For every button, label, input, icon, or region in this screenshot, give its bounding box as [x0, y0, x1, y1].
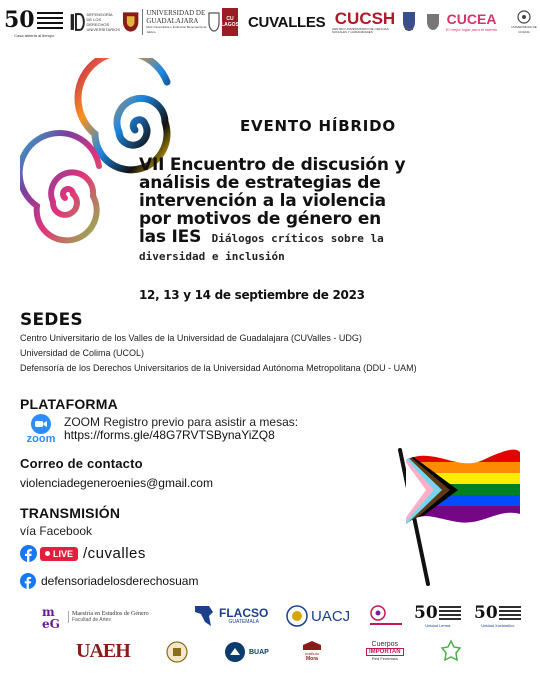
buap-seal-icon [224, 641, 246, 663]
uacj-logo [286, 604, 350, 628]
udg-line3: Red Universitaria e Institución Benemérita de Jalisco [146, 25, 207, 34]
flacso-text: FLACSO [219, 606, 269, 620]
cuerpos-line3: Red Feminista [371, 656, 398, 661]
buap-text: BUAP [249, 648, 269, 656]
meg-sub: Facultad de Artes [72, 617, 111, 623]
green-emblem-icon [440, 639, 462, 663]
title-line-3: intervención a la violencia [139, 191, 386, 211]
live-badge [40, 547, 78, 561]
plataforma-text [64, 416, 298, 442]
uam-lines-icon [498, 605, 522, 621]
contacto-heading: Correo de contacto [20, 456, 143, 471]
flacso-map-icon [193, 604, 217, 628]
facebook-handle-cuvalles: /cuvalles [83, 545, 146, 562]
cu-lagos-logo [208, 6, 244, 38]
colima-logo [510, 6, 538, 38]
event-title [139, 156, 405, 263]
uaeh-text: UAEH [76, 639, 130, 662]
uam-50-lerma-logo [414, 600, 462, 630]
ddu-line1: DEFENSORÍA [86, 12, 113, 17]
cuvalles-text: CUVALLES [248, 13, 326, 31]
small-crest-icon [402, 11, 416, 33]
defensoria-logo [70, 6, 120, 38]
uam-50-logo [4, 6, 66, 38]
flacso-sub: GUATEMALA [228, 619, 259, 625]
uam-lines-icon [35, 10, 65, 30]
plataforma-heading: PLATAFORMA [20, 396, 118, 412]
uacj-text: UACJ [311, 607, 351, 625]
udg-line1: UNIVERSIDAD DE [146, 9, 206, 17]
svg-text:eG: eG [42, 617, 60, 630]
sedes-heading: SEDES [20, 310, 83, 330]
uam-50-xochimilco-logo [474, 600, 522, 630]
ddu-line3: UNIVERSITARIOS [86, 27, 120, 32]
live-dot-icon [45, 551, 50, 556]
pride-flag-graphic [388, 438, 528, 588]
colima-text: UNIVERSIDAD DE COLIMA [511, 25, 537, 34]
cucea-logo [446, 6, 506, 38]
title-line-1: VII Encuentro de discusión y [139, 155, 406, 175]
title-line-4: por motivos de género en [139, 209, 382, 229]
ddu-line2: DE LOS DERECHOS [86, 17, 110, 27]
uam-50-xochimilco-caption: Unidad Xochimilco [481, 622, 515, 628]
udg-logo [122, 6, 214, 38]
uam-50-mark: 50 [4, 6, 35, 33]
uam-lines-icon [438, 605, 462, 621]
facebook-uam-row[interactable] [20, 573, 198, 589]
cucea-caption: El mejor lugar para el talento [446, 27, 498, 32]
colima-crest-icon [517, 9, 531, 25]
mora-line2: Mora [306, 655, 318, 662]
sede-item: Universidad de Colima (UCOL) [20, 348, 145, 358]
event-dates: 12, 13 y 14 de septiembre de 2023 [139, 288, 365, 302]
via-facebook: vía Facebook [20, 524, 93, 538]
transmision-heading: TRANSMISIÓN [20, 505, 121, 521]
mora-building-icon [302, 641, 322, 651]
zoom-icon [30, 414, 52, 434]
udg-line2: GUADALAJARA [146, 17, 199, 25]
zoom-registration-link[interactable]: https://forms.gle/48G7RVTSBynaYiZQ8 [64, 428, 275, 442]
facebook-live-row[interactable] [20, 545, 146, 562]
cuvalles-logo [248, 6, 328, 38]
buap-logo [224, 640, 269, 664]
floral-logo [366, 603, 406, 629]
subtitle-line2: diversidad e inclusión [139, 250, 285, 263]
facebook-icon [20, 545, 37, 562]
cucsh-text: CUCSH [334, 9, 396, 28]
small-crest-logo [402, 6, 422, 38]
flacso-logo [193, 603, 268, 629]
cuerpos-importan-logo [366, 636, 404, 666]
ddu-icon [70, 8, 85, 36]
crest-icon [208, 12, 220, 32]
cucsh-logo [332, 6, 398, 38]
uam-50-lerma-caption: Unidad Lerma [425, 622, 451, 628]
facebook-icon [20, 573, 36, 589]
seal-logo [166, 640, 188, 664]
uam-50-lerma-mark: 50 [414, 602, 438, 623]
subtitle-inline: Diálogos críticos sobre la [211, 232, 384, 245]
facebook-handle-uam: defensoriadelosderechosuam [41, 574, 199, 588]
green-emblem-logo [440, 638, 462, 664]
event-type: EVENTO HÍBRIDO [240, 117, 396, 135]
zoom-logo [22, 414, 60, 445]
title-line-2: análisis de estrategias de [139, 173, 381, 193]
uaeh-logo [76, 638, 130, 664]
udg-small-logo [426, 6, 444, 38]
cucea-text: CUCEA [446, 11, 497, 27]
zoom-registration-text: ZOOM Registro previo para asistir a mesas: [64, 415, 299, 429]
title-line-5: las IES [139, 227, 202, 247]
sedes-list [20, 333, 417, 373]
meg-icon [40, 604, 66, 630]
udg-shield-icon [122, 11, 139, 33]
sede-item: Centro Universitario de los Valles de la Universidad de Guadalajara (CUValles - UDG) [20, 333, 362, 343]
university-seal-icon [166, 641, 188, 663]
meg-text: Maestría en Estudios de Género [72, 611, 149, 617]
cuerpos-badge: IMPORTAN [366, 648, 404, 656]
cu-lagos-badge: CU LAGOS [222, 8, 238, 36]
sede-item: Defensoría de los Derechos Universitarios de la Universidad Autónoma Metropolitana (DDU - UAM) [20, 363, 417, 373]
mora-line1: Instituto [304, 650, 319, 656]
cuerpos-line1: Cuerpos [371, 641, 399, 648]
meg-logo [40, 603, 149, 631]
svg-text:m: m [42, 605, 55, 619]
live-badge-label: LIVE [53, 548, 74, 559]
zoom-label: zoom [26, 433, 56, 445]
uam-50-xochimilco-mark: 50 [474, 602, 498, 623]
contact-email-link[interactable]: violenciadegeneroenies@gmail.com [20, 476, 213, 490]
mora-logo [302, 638, 322, 664]
udg-small-icon [426, 13, 440, 31]
uacj-seal-icon [286, 605, 308, 627]
floral-emblem-icon [366, 603, 406, 629]
uam-caption: Casa abierta al tiempo [14, 32, 55, 38]
cucsh-caption: CENTRO UNIVERSITARIO DE CIENCIAS SOCIALES Y HUMANIDADES [332, 27, 389, 34]
